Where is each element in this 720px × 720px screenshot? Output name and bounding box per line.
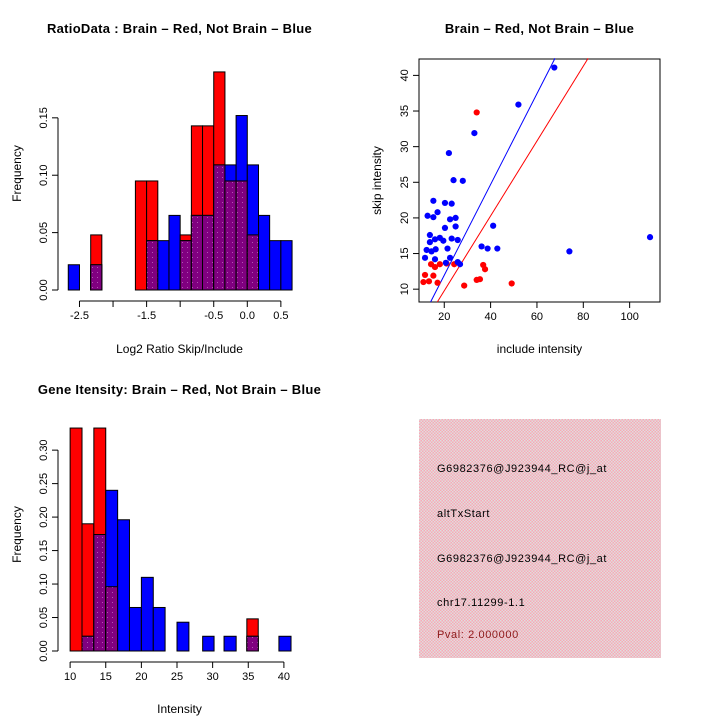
overlap-histogram-bar: [180, 241, 191, 290]
overlap-histogram-bar: [94, 535, 106, 652]
blue-histogram-bar: [129, 607, 141, 651]
data-point: [442, 200, 448, 206]
gene-info-line: G6982376@J923944_RC@j_at: [437, 463, 608, 475]
x-tick-label: 25: [170, 671, 184, 683]
data-point: [515, 102, 521, 108]
blue-histogram-bar: [158, 241, 169, 290]
x-tick-label: 20: [438, 311, 451, 323]
gene-info-line: G6982376@J923944_RC@j_at: [437, 553, 608, 565]
y-tick-label: 0.00: [38, 279, 50, 301]
data-point: [432, 256, 438, 262]
data-point: [484, 245, 490, 251]
data-point: [447, 255, 453, 261]
x-tick-label: 30: [206, 671, 219, 683]
x-axis-title: Intensity: [157, 702, 202, 716]
y-tick-label: 10: [399, 283, 411, 296]
gene-info-line: altTxStart: [437, 508, 491, 520]
data-point: [478, 243, 484, 249]
data-point: [434, 280, 440, 286]
red-histogram-bar: [70, 428, 82, 651]
data-point: [420, 279, 426, 285]
blue-histogram-bar: [153, 607, 165, 651]
gene-intensity-histogram-panel: [0, 360, 360, 720]
overlap-histogram-bar: [191, 215, 202, 290]
data-point: [566, 248, 572, 254]
y-tick-label: 0.15: [38, 539, 50, 562]
blue-histogram-bar: [68, 265, 79, 290]
data-point: [494, 245, 500, 251]
y-tick-label: 40: [399, 69, 411, 82]
data-point: [482, 266, 488, 272]
data-point: [447, 216, 453, 222]
x-tick-label: -2.5: [69, 310, 89, 322]
data-point: [450, 177, 456, 183]
intensity-scatter-panel: [360, 0, 720, 360]
red-histogram-bar: [82, 524, 94, 651]
data-point: [427, 232, 433, 238]
data-point: [442, 225, 448, 231]
x-tick-label: -1.5: [137, 310, 157, 322]
y-tick-label: 30: [399, 140, 411, 153]
x-tick-label: 20: [135, 671, 148, 683]
overlap-histogram-bar: [203, 215, 214, 290]
x-tick-label: 80: [577, 311, 590, 323]
data-point: [446, 150, 452, 156]
y-tick-label: 0.00: [38, 640, 50, 662]
ratio-histogram-panel: [0, 0, 360, 360]
data-point: [443, 260, 449, 266]
y-axis-title: Frequency: [10, 506, 24, 563]
x-tick-label: 40: [277, 671, 291, 683]
x-axis-title: Log2 Ratio Skip/Include: [116, 342, 243, 356]
blue-histogram-bar: [169, 215, 180, 290]
y-tick-label: 0.15: [38, 107, 50, 129]
data-point: [453, 223, 459, 229]
data-point: [424, 213, 430, 219]
overlap-histogram-bar: [82, 636, 94, 651]
data-point: [455, 237, 461, 243]
overlap-histogram-bar: [106, 587, 118, 651]
y-axis-title: Frequency: [10, 145, 24, 202]
data-point: [430, 273, 436, 279]
y-tick-label: 0.10: [38, 573, 50, 595]
gene-info-line: chr17.11299-1.1: [437, 597, 526, 609]
data-point: [460, 178, 466, 184]
x-axis-title: include intensity: [496, 342, 583, 356]
y-tick-label: 0.05: [38, 221, 50, 244]
overlap-histogram-bar: [147, 241, 158, 290]
data-point: [422, 255, 428, 261]
blue-histogram-bar: [270, 241, 281, 290]
x-tick-label: 10: [63, 671, 77, 683]
blue-histogram-bar: [281, 241, 292, 290]
data-point: [509, 280, 515, 286]
gene-info-box: [419, 419, 661, 658]
data-point: [440, 238, 446, 244]
y-tick-label: 0.25: [38, 472, 50, 495]
data-point: [434, 209, 440, 215]
not-brain-blue-points: [422, 64, 653, 267]
blue-fit-line: [431, 58, 555, 302]
data-point: [426, 278, 432, 284]
histogram-bars: [68, 72, 292, 290]
blue-histogram-bar: [259, 215, 270, 290]
overlap-histogram-bar: [91, 265, 102, 290]
data-point: [449, 235, 455, 241]
overlap-histogram-bar: [247, 636, 258, 651]
x-tick-label: 0.5: [273, 310, 289, 322]
data-point: [461, 283, 467, 289]
data-point: [422, 272, 428, 278]
blue-histogram-bar: [141, 577, 153, 651]
overlap-histogram-bar: [236, 181, 247, 290]
data-point: [647, 234, 653, 240]
y-tick-label: 0.20: [38, 506, 50, 528]
data-point: [457, 261, 463, 267]
y-tick-label: 35: [399, 104, 411, 118]
data-point: [433, 246, 439, 252]
overlap-histogram-bar: [225, 181, 236, 290]
blue-histogram-bar: [118, 520, 130, 651]
x-tick-label: 0.0: [239, 310, 255, 322]
data-point: [490, 223, 496, 229]
data-point: [430, 198, 436, 204]
data-point: [430, 214, 436, 220]
data-point: [427, 239, 433, 245]
chart-title: RatioData : Brain – Red, Not Brain – Blue: [46, 21, 313, 36]
data-point: [471, 130, 477, 136]
data-point: [449, 201, 455, 207]
pval-text: Pval: 2.000000: [437, 629, 519, 641]
y-axis-title: skip intensity: [370, 146, 384, 215]
data-point: [551, 64, 557, 70]
x-tick-label: 35: [242, 671, 255, 683]
red-histogram-bar: [135, 181, 146, 290]
x-tick-label: 15: [99, 671, 112, 683]
data-point: [428, 261, 434, 267]
blue-histogram-bar: [279, 636, 291, 651]
chart-title: Gene Itensity: Brain – Red, Not Brain – Blue: [37, 382, 322, 397]
blue-histogram-bar: [177, 622, 189, 651]
x-tick-label: 100: [620, 311, 639, 323]
data-point: [477, 276, 483, 282]
histogram-bars: [70, 428, 291, 651]
data-point: [453, 215, 459, 221]
y-tick-label: 0.30: [38, 439, 50, 461]
blue-histogram-bar: [224, 636, 236, 651]
gene-info-panel: [360, 360, 720, 720]
data-point: [474, 109, 480, 115]
overlap-histogram-bar: [214, 165, 225, 290]
x-tick-label: -0.5: [204, 310, 224, 322]
data-point: [437, 261, 443, 267]
x-tick-label: 40: [484, 311, 497, 323]
y-tick-label: 25: [399, 176, 411, 189]
y-tick-label: 0.10: [38, 164, 50, 186]
y-tick-label: 0.05: [38, 606, 50, 629]
overlap-histogram-bar: [247, 235, 258, 290]
x-tick-label: 60: [530, 311, 544, 323]
data-point: [444, 245, 450, 251]
blue-histogram-bar: [203, 636, 214, 651]
y-tick-label: 15: [399, 247, 411, 260]
chart-title: Brain – Red, Not Brain – Blue: [444, 21, 635, 36]
y-tick-label: 20: [399, 211, 411, 225]
